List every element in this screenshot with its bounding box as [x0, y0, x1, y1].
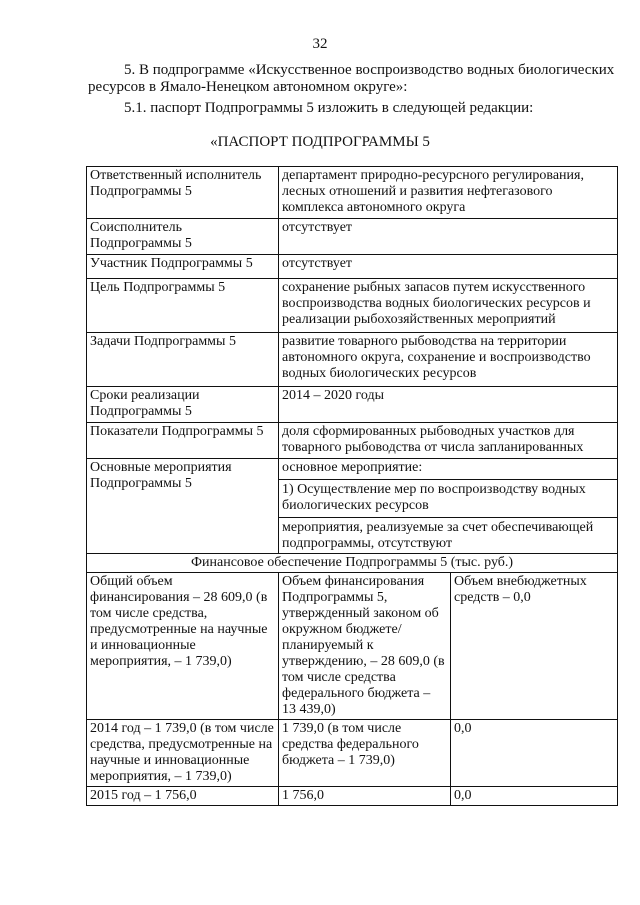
indicators-value: доля сформированных рыбоводных участков для товарного рыбоводства от числа запланированных [279, 423, 618, 459]
activities-other: мероприятия, реализуемые за счет обеспечивающей подпрограммы, отсутствуют [279, 517, 617, 552]
table-row [87, 459, 618, 554]
table-row [87, 167, 618, 219]
coexecutor-label: Соисполнитель Подпрограммы 5 [87, 219, 279, 255]
finance-2014-col1: 2014 год – 1 739,0 (в том числе средства, предусмотренные на научные и инновационные мероприятия, – 1 739,0) [87, 720, 279, 787]
passport-heading: «ПАСПОРТ ПОДПРОГРАММЫ 5 [210, 134, 430, 150]
activities-item: 1) Осуществление мер по воспроизводству водных биологических ресурсов [279, 479, 617, 514]
tasks-value: развитие товарного рыбоводства на территории автономного округа, сохранение и воспроизводство водных биологических ресурсов [279, 333, 618, 387]
participant-label: Участник Подпрограммы 5 [87, 255, 279, 279]
paragraph-amendment-intro: 5. В подпрограмме «Искусственное воспроизводство водных биологических ресурсов в Ямало-Ненецком автономном округе»: [88, 62, 615, 95]
finance-2014-col2: 1 739,0 (в том числе средства федерального бюджета – 1 739,0) [279, 720, 451, 787]
finance-total-col1: Общий объем финансирования – 28 609,0 (в том числе средства, предусмотренные на научные и инновационные мероприятия, – 1 739,0) [87, 573, 279, 720]
page-number: 32 [312, 36, 328, 52]
terms-label: Сроки реализации Подпрограммы 5 [87, 387, 279, 423]
table-row [87, 219, 618, 255]
table-row [87, 573, 618, 720]
indicators-label: Показатели Подпрограммы 5 [87, 423, 279, 459]
activities-value [279, 459, 618, 554]
goal-value: сохранение рыбных запасов путем искусственного воспроизводства водных биологических ресурсов и реализации рыбохозяйственных мероприятий [279, 279, 618, 333]
finance-2014-col3: 0,0 [451, 720, 618, 787]
paragraph-passport-intro: 5.1. паспорт Подпрограммы 5 изложить в следующей редакции: [124, 100, 534, 116]
finance-2015-col3: 0,0 [451, 787, 618, 806]
finance-total-col3: Объем внебюджетных средств – 0,0 [451, 573, 618, 720]
activities-main: основное мероприятие: [282, 460, 423, 475]
finance-header: Финансовое обеспечение Подпрограммы 5 (тыс. руб.) [87, 554, 618, 573]
table-row [87, 554, 618, 573]
table-row [87, 787, 618, 806]
finance-total-col2: Объем финансирования Подпрограммы 5, утвержденный законом об окружном бюджете/ планируемый к утверждению, – 28 609,0 (в том числе средства федерального бюджета – 13 439,0) [279, 573, 451, 720]
goal-label: Цель Подпрограммы 5 [87, 279, 279, 333]
coexecutor-value: отсутствует [279, 219, 618, 255]
table-row [87, 387, 618, 423]
responsible-label: Ответственный исполнитель Подпрограммы 5 [87, 167, 279, 219]
table-row [87, 720, 618, 787]
responsible-value: департамент природно-ресурсного регулирования, лесных отношений и развития нефтегазового комплекса автономного округа [279, 167, 618, 219]
table-row [87, 333, 618, 387]
passport-table [86, 166, 618, 806]
table-row [87, 255, 618, 279]
table-row [87, 423, 618, 459]
finance-2015-col1: 2015 год – 1 756,0 [87, 787, 279, 806]
activities-label: Основные мероприятия Подпрограммы 5 [87, 459, 279, 554]
table-row [87, 279, 618, 333]
tasks-label: Задачи Подпрограммы 5 [87, 333, 279, 387]
finance-2015-col2: 1 756,0 [279, 787, 451, 806]
participant-value: отсутствует [279, 255, 618, 279]
terms-value: 2014 – 2020 годы [279, 387, 618, 423]
